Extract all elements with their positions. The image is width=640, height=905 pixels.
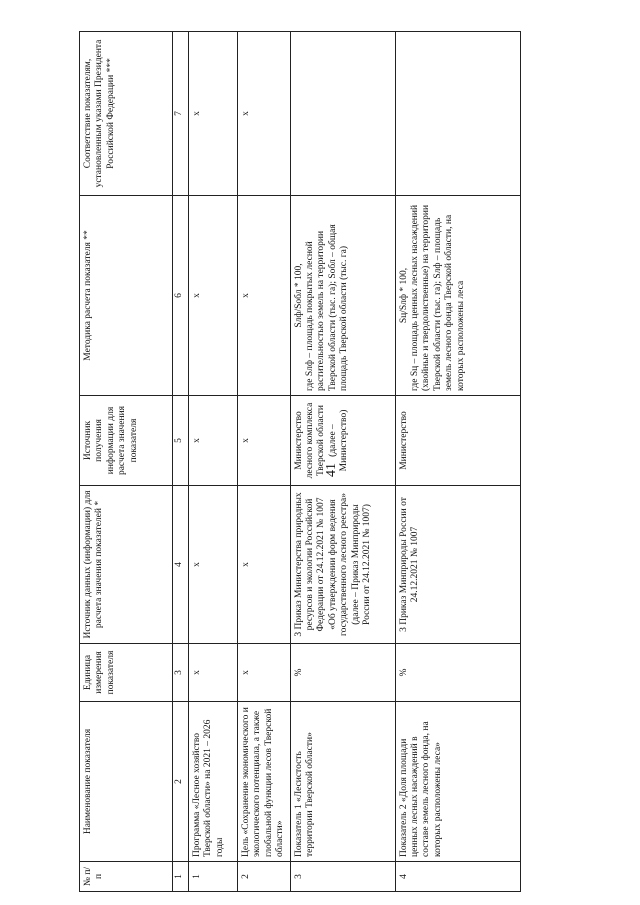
indicator-unit: % — [290, 644, 395, 702]
table-row — [189, 32, 238, 892]
header-row — [80, 32, 173, 892]
indicator-unit: х — [238, 644, 291, 702]
info-source: Министерство — [395, 396, 520, 486]
calculation-method — [290, 196, 395, 396]
data-source: 3 Приказ Министерства природных ресурсов и экологии Российской Федерации от 24.12.2021 № 1007 «Об утверждении форм ведения государственного лесного реестра» (далее – Приказ Минприроды России от 24.12.2021 № 1007) — [290, 486, 395, 644]
compliance — [290, 32, 395, 196]
method-formula: Sц/Sлф * 100, — [398, 267, 409, 324]
page-number: 41 — [324, 463, 339, 477]
calculation-method — [395, 196, 520, 396]
indicator-table-container — [79, 32, 609, 892]
header-number: № п/п — [80, 862, 173, 892]
method-formula: Sлф/Sобл * 100, — [293, 263, 304, 328]
header-info-source: Источник получения информации для расчета значения показателя — [80, 396, 173, 486]
header-compliance: Соответствие показателям, установленным указами Президента Российской Федерации *** — [80, 32, 173, 196]
row-number: 2 — [238, 862, 291, 892]
compliance: х — [238, 32, 291, 196]
column-number: 5 — [173, 396, 189, 486]
info-source: х — [238, 396, 291, 486]
data-source: х — [189, 486, 238, 644]
indicator-name: Показатель 1 «Лесистость территории Тверской области» — [290, 702, 395, 862]
info-source: х — [189, 396, 238, 486]
calculation-method: х — [189, 196, 238, 396]
indicator-unit: % — [395, 644, 520, 702]
column-number: 3 — [173, 644, 189, 702]
header-method: Методика расчета показателя ** — [80, 196, 173, 396]
column-number: 2 — [173, 702, 189, 862]
calculation-method: х — [238, 196, 291, 396]
row-number: 3 — [290, 862, 395, 892]
row-number: 1 — [189, 862, 238, 892]
table-row — [395, 32, 520, 892]
column-number: 7 — [173, 32, 189, 196]
indicator-name: Показатель 2 «Доля площади ценных лесных насаждений в составе земель лесного фонда, на которых расположены леса» — [395, 702, 520, 862]
compliance — [395, 32, 520, 196]
data-source: х — [238, 486, 291, 644]
column-number-row — [173, 32, 189, 892]
table-row — [290, 32, 395, 892]
data-source: 3 Приказ Минприроды России от 24.12.2021 № 1007 — [395, 486, 520, 644]
column-number: 1 — [173, 862, 189, 892]
rotated-page — [79, 32, 609, 892]
table-row — [238, 32, 291, 892]
column-number: 4 — [173, 486, 189, 644]
row-number: 4 — [395, 862, 520, 892]
indicator-unit: х — [189, 644, 238, 702]
header-name: Наименование показателя — [80, 702, 173, 862]
indicator-table — [79, 31, 521, 892]
header-data-source: Источник данных (информации) для расчета значения показателей * — [80, 486, 173, 644]
info-source: Министерство лесного комплекса Тверской области (далее – Министерство) — [290, 396, 395, 486]
indicator-name: Программа «Лесное хозяйство Тверской области» на 2021 – 2026 годы — [189, 702, 238, 862]
method-description: где Sлф – площадь покрытых лесной растительностью земель на территории Тверской области (тыс. га); Sобл – общая площадь Тверской области (тыс. га) — [304, 224, 350, 391]
method-description: где Sц – площадь ценных лесных насаждений (хвойные и твердолиственные) на территории Тверской области (тыс. га); Sлф – площадь земель лесного фонда Тверской области, на которых расположены леса — [409, 204, 466, 391]
column-number: 6 — [173, 196, 189, 396]
header-unit: Единица измерения показателя — [80, 644, 173, 702]
indicator-name: Цель «Сохранение экономического и экологического потенциала, а также глобальной функции лесов Тверской области» — [238, 702, 291, 862]
compliance: х — [189, 32, 238, 196]
